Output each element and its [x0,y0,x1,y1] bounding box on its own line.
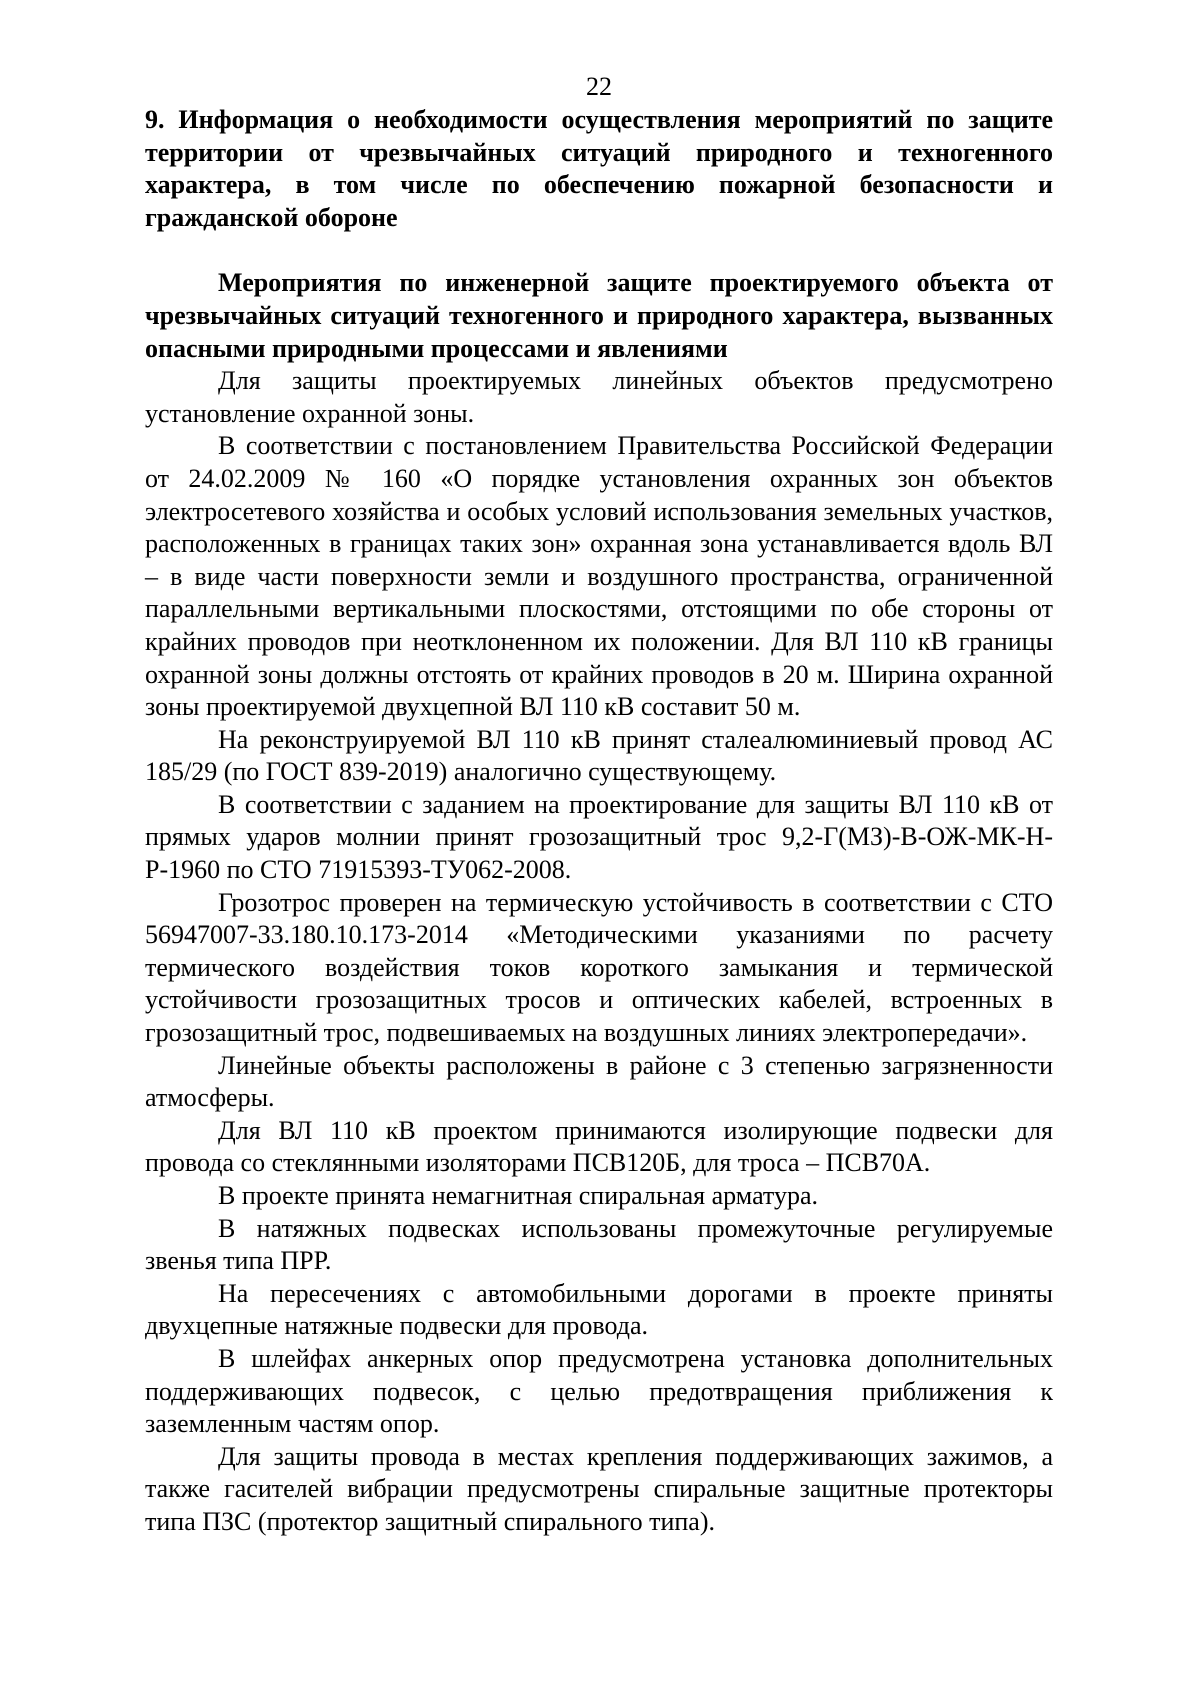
paragraph: Для защиты проектируемых линейных объектов предусмотрено установление охранной зоны. [145,366,1053,428]
section-title: 9. Информация о необходимости осуществления мероприятий по защите территории от чрезвычайных ситуаций природного и техногенного характера, в том числе по обеспечению пожарной безопасности и гражданской обороне [145,105,1053,232]
paragraph: На пересечениях с автомобильными дорогами в проекте приняты двухцепные натяжные подвески для провода. [145,1278,1053,1341]
paragraph: В проекте принята немагнитная спиральная арматура. [218,1181,818,1210]
paragraph: Для защиты провода в местах крепления поддерживающих зажимов, а также гасителей вибрации предусмотрены спиральные защитные протекторы типа ПЗС (протектор защитный спирального типа). [145,1441,1053,1536]
paragraph: Линейные объекты расположены в районе с 3 степенью загрязненности атмосферы. [145,1050,1053,1113]
paragraph: В натяжных подвесках использованы промежуточные регулируемые звенья типа ПРР. [145,1213,1053,1276]
paragraph: В соответствии с заданием на проектирование для защиты ВЛ 110 кВ от прямых ударов молнии принят грозозащитный трос 9,2-Г(МЗ)-В-ОЖ-МК-Н-Р-1960 по СТО 71915393-ТУ062-2008. [145,789,1053,885]
document-page [145,0,1053,1539]
page-number: 22 [586,72,612,101]
paragraph: В шлейфах анкерных опор предусмотрена установка дополнительных поддерживающих подвесок, с целью предотвращения приближения к заземленным частям опор. [145,1343,1053,1439]
subsection-title: Мероприятия по инженерной защите проектируемого объекта от чрезвычайных ситуаций техногенного и природного характера, вызванных опасными природными процессами и явлениями [145,268,1053,363]
paragraph: На реконструируемой ВЛ 110 кВ принят сталеалюминиевый провод АС 185/29 (по ГОСТ 839-2019) аналогично существующему. [145,724,1053,787]
paragraph: Грозотрос проверен на термическую устойчивость в соответствии с СТО 56947007-33.180.10.173-2014 «Методическими указаниями по расчету термического воздействия токов короткого замыкания и термической устойчивости грозозащитных тросов и оптических кабелей, встроенных в грозозащитный трос, подвешиваемых на воздушных линиях электропередачи». [145,887,1053,1048]
section-gap [145,234,1053,267]
paragraph: В соответствии с постановлением Правительства Российской Федерации от 24.02.2009 № 160 «О порядке установления охранных зон объектов электросетевого хозяйства и особых условий использования земельных участков, расположенных в границах таких зон» охранная зона устанавливается вдоль ВЛ – в виде части поверхности земли и воздушного пространства, ограниченной параллельными вертикальными плоскостями, отстоящими по обе стороны от крайних проводов при неотклоненном их положении. Для ВЛ 110 кВ границы охранной зоны должны отстоять от крайних проводов в 20 м. Ширина охранной зоны проектируемой двухцепной ВЛ 110 кВ составит 50 м. [145,431,1053,722]
paragraph: Для ВЛ 110 кВ проектом принимаются изолирующие подвески для провода со стеклянными изоляторами ПСВ120Б, для троса – ПСВ70А. [145,1115,1053,1178]
